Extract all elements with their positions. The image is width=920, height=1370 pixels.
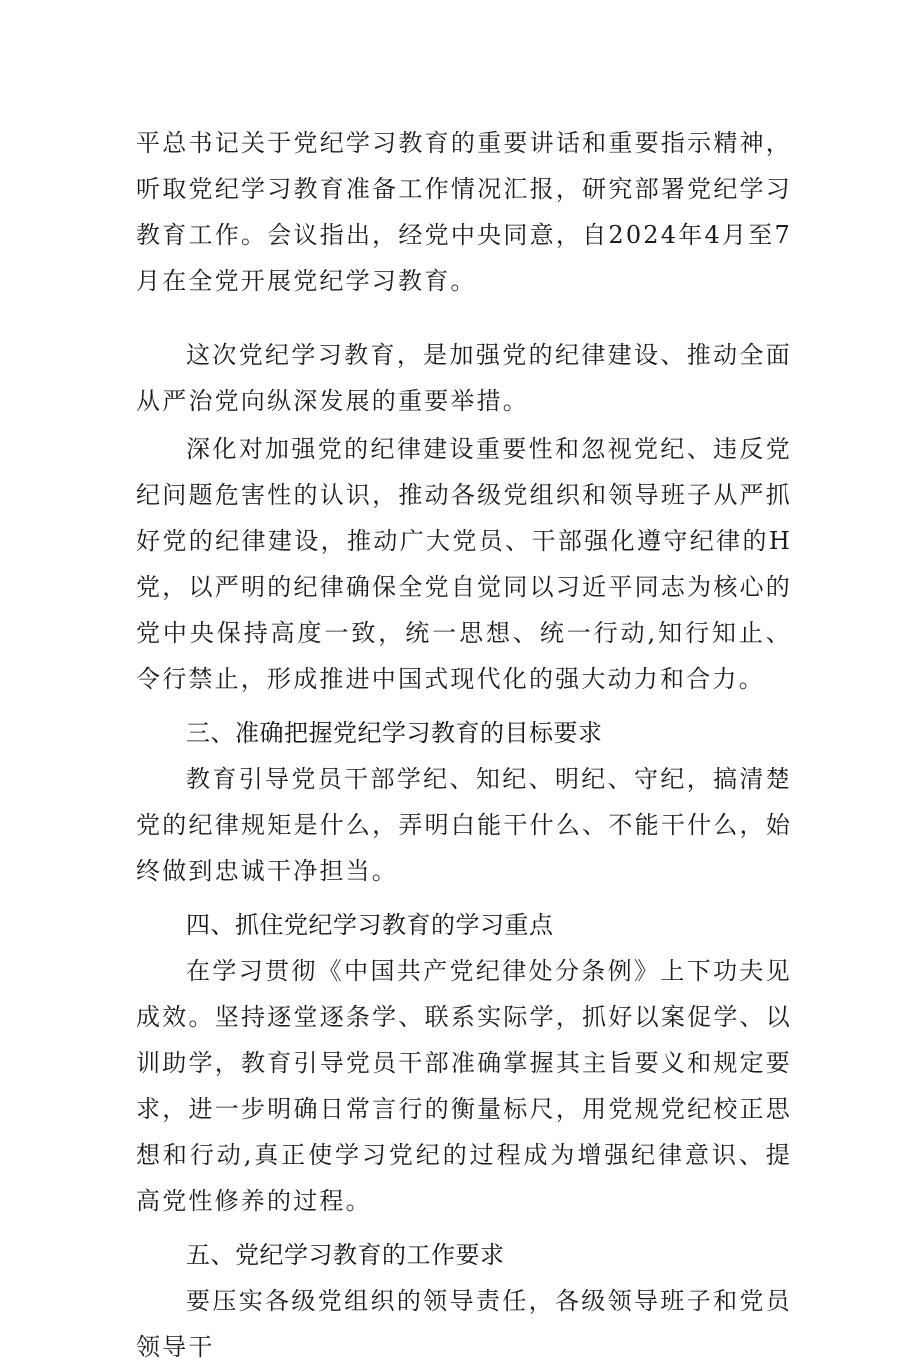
paragraph-goals: 教育引导党员干部学纪、知纪、明纪、守纪，搞清楚党的纪律规矩是什么，弄明白能干什么、不能干什么，始终做到忠诚干净担当。 bbox=[136, 765, 792, 885]
section-heading-goals: 三、准确把握党纪学习教育的目标要求 bbox=[186, 719, 603, 747]
paragraph-key-points: 在学习贯彻《中国共产党纪律处分条例》上下功夫见成效。坚持逐堂逐条学、联系实际学，抓好以案促学、以训助学，教育引导党员干部准确掌握其主旨要义和规定要求，进一步明确日常言行的衡量标尺，用党规党纪校正思想和行动,真正使学习党纪的过程成为增强纪律意识、提高党性修养的过程。 bbox=[136, 957, 792, 1215]
paragraph-requirements: 要压实各级党组织的领导责任，各级领导班子和党员领导干 bbox=[136, 1287, 792, 1361]
section-heading-key-points: 四、抓住党纪学习教育的学习重点 bbox=[186, 911, 554, 939]
paragraph-significance: 这次党纪学习教育，是加强党的纪律建设、推动全面从严治党向纵深发展的重要举措。 bbox=[136, 341, 792, 415]
paragraph-meeting-summary: 平总书记关于党纪学习教育的重要讲话和重要指示精神，听取党纪学习教育准备工作情况汇报，研究部署党纪学习教育工作。会议指出，经党中央同意，自2024年4月至7月在全党开展党纪学习教育。 bbox=[136, 129, 792, 295]
paragraph-deepen-understanding: 深化对加强党的纪律建设重要性和忽视党纪、违反党纪问题危害性的认识，推动各级党组织和领导班子从严抓好党的纪律建设，推动广大党员、干部强化遵守纪律的H党，以严明的纪律确保全党自觉同以习近平同志为核心的党中央保持高度一致，统一思想、统一行动,知行知止、令行禁止，形成推进中国式现代化的强大动力和合力。 bbox=[136, 435, 792, 693]
document-body bbox=[136, 120, 792, 1370]
section-heading-requirements: 五、党纪学习教育的工作要求 bbox=[186, 1241, 505, 1269]
